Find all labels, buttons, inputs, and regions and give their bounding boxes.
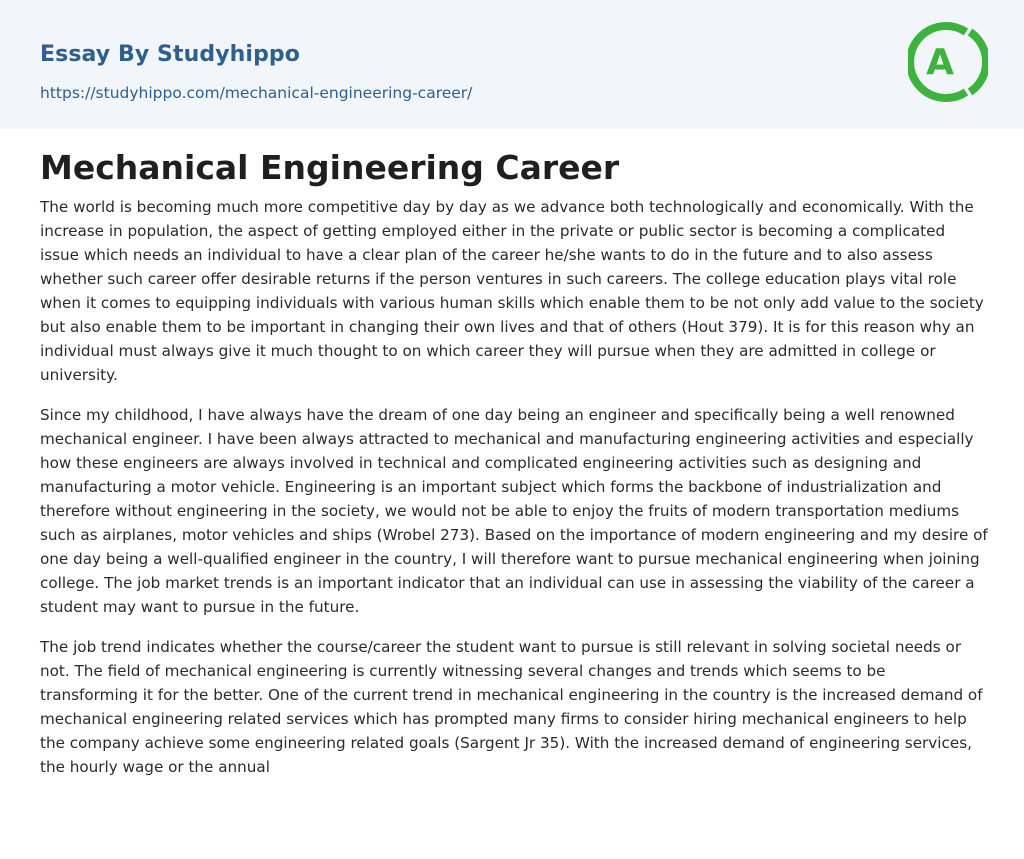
article-paragraph: Since my childhood, I have always have the dream of one day being an engineer and specifically being a well renowned mechanical engineer. I have been always attracted to mechanical and manufacturing engineering activities and especially how these engineers are always involved in technical and complicated engineering activities such as designing and manufacturing a motor vehicle. Engineering is an important subject which forms the backbone of industrialization and therefore without engineering in the society, we would not be able to enjoy the fruits of modern transportation mediums such as airplanes, motor vehicles and ships (Wrobel 273). Based on the importance of modern engineering and my desire of one day being a well-qualified engineer in the country, I will therefore want to pursue mechanical engineering when joining college. The job market trends is an important indicator that an individual can use in assessing the viability of the career a student may want to pursue in the future.: [40, 406, 988, 616]
article: [40, 145, 988, 795]
studyhippo-logo-icon[interactable]: [908, 18, 988, 106]
article-paragraph: The world is becoming much more competitive day by day as we advance both technologically and economically. With the increase in population, the aspect of getting employed either in the private or public sector is becoming a complicated issue which needs an individual to have a clear plan of the career he/she wants to do in the future and to also assess whether such career offer desirable returns if the person ventures in such careers. The college education plays vital role when it comes to equipping individuals with various human skills which enable them to be not only add value to the society but also enable them to be important in changing their own lives and that of others (Hout 379). It is for this reason why an individual must always give it much thought to on which career they will pursue when they are admitted in college or university.: [40, 198, 984, 384]
article-paragraph: The job trend indicates whether the course/career the student want to pursue is still relevant in solving societal needs or not. The field of mechanical engineering is currently witnessing several changes and trends which seems to be transforming it for the better. One of the current trend in mechanical engineering in the country is the increased demand of mechanical engineering related services which has prompted many firms to consider hiring mechanical engineers to help the company achieve some engineering related goals (Sargent Jr 35). With the increased demand of engineering services, the hourly wage or the annual: [40, 638, 983, 776]
site-header: [0, 0, 1024, 129]
article-title: Mechanical Engineering Career: [40, 148, 620, 187]
essay-url-link[interactable]: https://studyhippo.com/mechanical-engineering-career/: [40, 84, 473, 102]
brand-title[interactable]: Essay By Studyhippo: [40, 42, 300, 67]
logo-letter: A: [926, 42, 954, 83]
